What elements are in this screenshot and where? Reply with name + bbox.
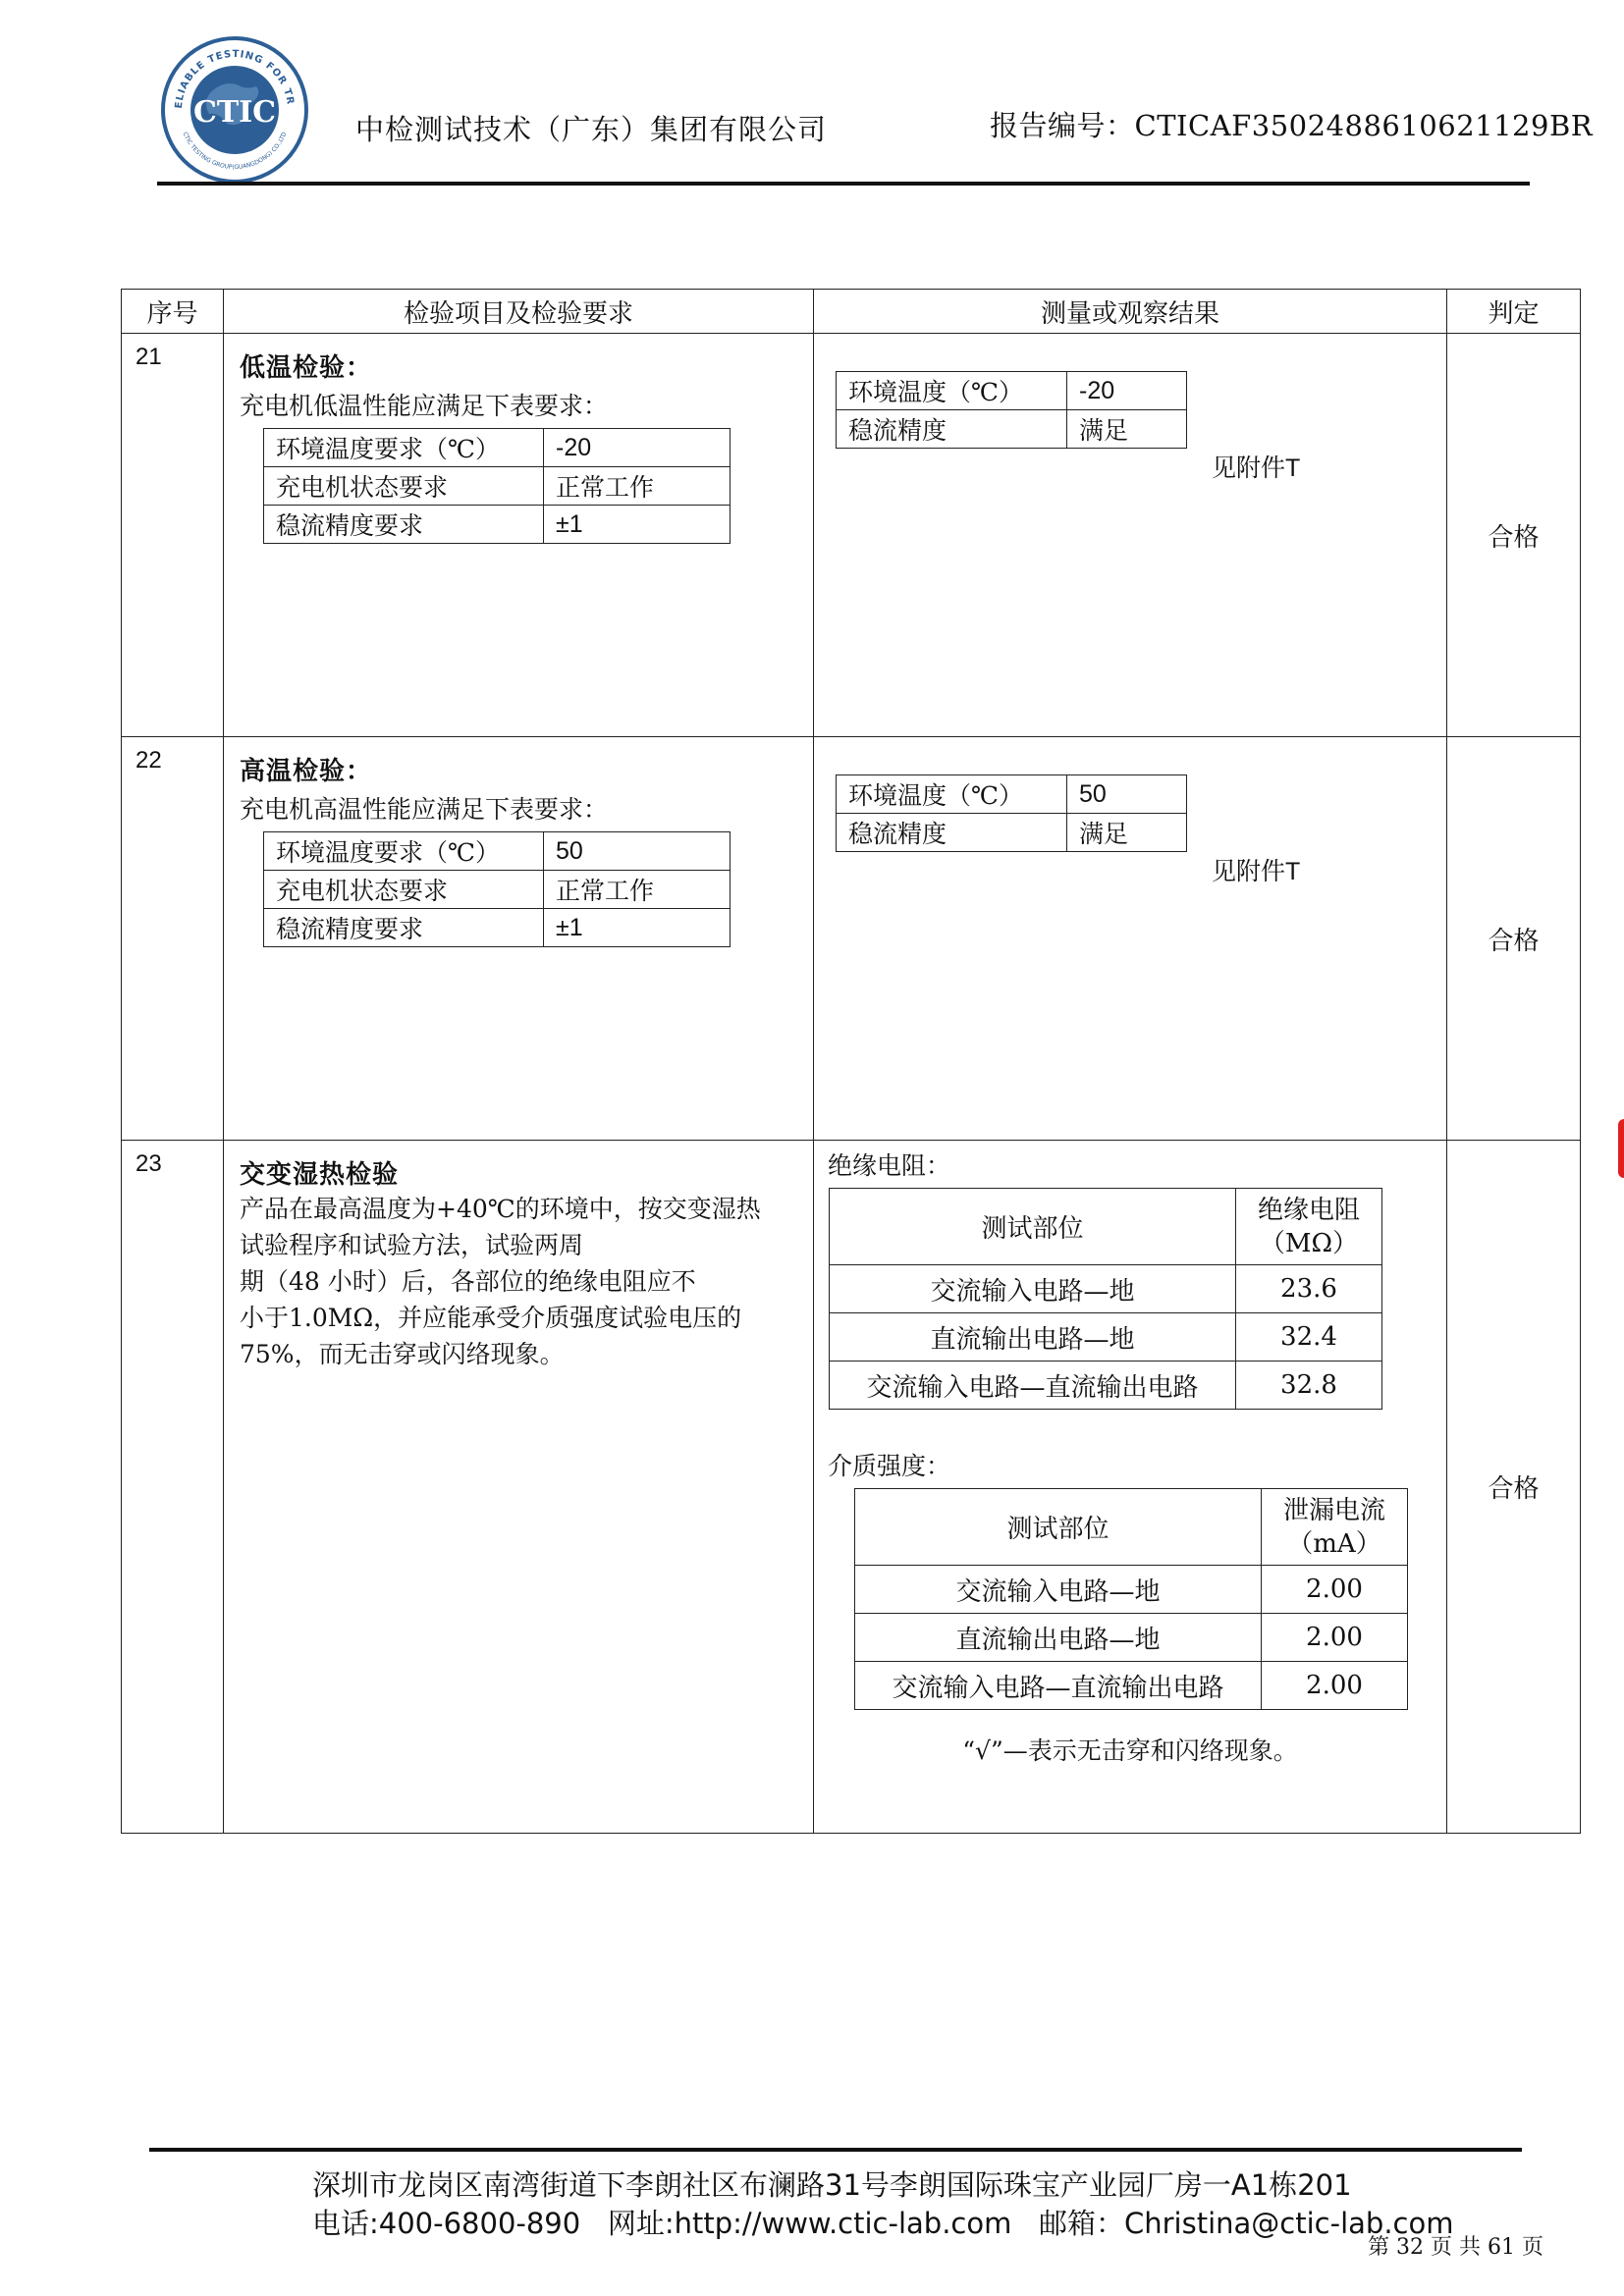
table-cell: 32.8 (1236, 1362, 1382, 1410)
header-no: 序号 (122, 290, 224, 334)
table-row (837, 410, 1187, 449)
item-desc: 充电机低温性能应满足下表要求： (240, 392, 609, 420)
table-row (837, 372, 1187, 410)
table-row (264, 467, 731, 506)
table-cell: 50 (544, 832, 731, 871)
table-cell: 稳流精度 (837, 410, 1067, 449)
logo-ring-text: ELIABLE TESTING FOR TR (173, 48, 296, 110)
table-cell: 充电机状态要求 (264, 467, 544, 506)
table-cell: 稳流精度要求 (264, 506, 544, 544)
ctic-logo (160, 35, 309, 185)
result-table (836, 371, 1187, 449)
table-cell: 交流输入电路—直流输出电路 (855, 1662, 1262, 1710)
footer-rule (149, 2148, 1522, 2152)
table-row (830, 1265, 1382, 1313)
insulation-table (829, 1188, 1382, 1410)
desc-line: 小于1.0MΩ，并应能承受介质强度试验电压的 (240, 1304, 742, 1332)
table-cell: 稳流精度 (837, 814, 1067, 852)
table-row (264, 429, 731, 467)
item-title: 高温检验： (240, 757, 373, 786)
table-row (264, 871, 731, 909)
inspection-table (121, 289, 1581, 1834)
table-row (264, 832, 731, 871)
table-row (122, 1141, 1581, 1834)
header-line: 绝缘电阻 (1257, 1195, 1360, 1225)
dielectric-label: 介质强度： (828, 1452, 951, 1480)
desc-line: 试验程序和试验方法，试验两周 (240, 1231, 584, 1259)
table-cell: 2.00 (1262, 1662, 1408, 1710)
table-cell: 50 (1067, 775, 1187, 814)
table-cell: 交流输入电路—直流输出电路 (830, 1362, 1236, 1410)
table-cell: 环境温度要求（℃） (264, 832, 544, 871)
report-number: 报告编号：CTICAF3502488610621129BR (990, 109, 1594, 142)
table-row (837, 814, 1187, 852)
table-header-row (122, 290, 1581, 334)
table-cell: ±1 (544, 506, 731, 544)
logo-ring-text-bottom: CTIC TESTING GROUP(GUANGDONG) CO.,LTD (181, 131, 289, 172)
table-cell: -20 (1067, 372, 1187, 410)
requirement-table (263, 831, 731, 947)
table-cell: 直流输出电路—地 (855, 1614, 1262, 1662)
result-cell (814, 334, 1447, 737)
verdict: 合格 (1447, 737, 1581, 1141)
table-cell (1236, 1189, 1382, 1265)
item-title: 低温检验： (240, 353, 373, 383)
table-row (264, 909, 731, 947)
logo-text: CTIC (192, 95, 277, 130)
table-cell: 直流输出电路—地 (830, 1313, 1236, 1362)
desc-line: 期（48 小时）后，各部位的绝缘电阻应不 (240, 1267, 696, 1296)
table-cell: 交流输入电路—地 (855, 1566, 1262, 1614)
table-cell: 测试部位 (830, 1189, 1236, 1265)
item-cell (224, 1141, 814, 1834)
attachment-ref: 见附件T (1212, 858, 1301, 885)
header-line: （MΩ） (1259, 1228, 1359, 1258)
table-cell: 充电机状态要求 (264, 871, 544, 909)
item-desc (240, 1191, 813, 1372)
page-number: 第 32 页 共 61 页 (1368, 2235, 1543, 2260)
verdict: 合格 (1447, 1141, 1581, 1834)
row-number: 21 (122, 334, 224, 737)
result-table (836, 774, 1187, 852)
result-cell (814, 1141, 1447, 1834)
table-row (264, 506, 731, 544)
table-cell: 测试部位 (855, 1489, 1262, 1566)
table-cell: 环境温度（℃） (837, 775, 1067, 814)
table-row (830, 1362, 1382, 1410)
item-desc: 充电机高温性能应满足下表要求： (240, 795, 609, 824)
header-rule (157, 182, 1530, 186)
result-cell (814, 737, 1447, 1141)
table-cell: 满足 (1067, 410, 1187, 449)
header-verdict: 判定 (1447, 290, 1581, 334)
table-row (855, 1566, 1408, 1614)
table-cell: 环境温度要求（℃） (264, 429, 544, 467)
header-line: 泄漏电流 (1282, 1495, 1385, 1525)
header-result: 测量或观察结果 (814, 290, 1447, 334)
table-cell: 环境温度（℃） (837, 372, 1067, 410)
table-cell: 2.00 (1262, 1614, 1408, 1662)
note-text: “√”—表示无击穿和闪络现象。 (962, 1736, 1298, 1765)
table-cell: 2.00 (1262, 1566, 1408, 1614)
table-row (855, 1662, 1408, 1710)
footer-address: 深圳市龙岗区南湾街道下李朗社区布澜路31号李朗国际珠宝产业园厂房一A1栋201 (312, 2168, 1352, 2202)
table-row (122, 334, 1581, 737)
table-cell: 正常工作 (544, 871, 731, 909)
table-cell: 满足 (1067, 814, 1187, 852)
table-cell: -20 (544, 429, 731, 467)
header-item: 检验项目及检验要求 (224, 290, 814, 334)
attachment-ref: 见附件T (1212, 454, 1301, 482)
table-cell: 32.4 (1236, 1313, 1382, 1362)
requirement-table (263, 428, 731, 544)
table-cell: ±1 (544, 909, 731, 947)
header-line: （mA） (1287, 1528, 1381, 1559)
dielectric-table (854, 1488, 1408, 1710)
row-number: 23 (122, 1141, 224, 1834)
item-cell (224, 737, 814, 1141)
table-cell: 交流输入电路—地 (830, 1265, 1236, 1313)
table-row (830, 1313, 1382, 1362)
item-cell (224, 334, 814, 737)
desc-line: 产品在最高温度为+40℃的环境中，按交变湿热 (240, 1195, 761, 1223)
table-row (837, 775, 1187, 814)
verdict: 合格 (1447, 334, 1581, 737)
footer-contact: 电话:400-6800-890 网址:http://www.ctic-lab.com 邮箱：Christina@ctic-lab.com (312, 2207, 1454, 2240)
insulation-label: 绝缘电阻： (828, 1151, 951, 1180)
row-number: 22 (122, 737, 224, 1141)
table-row (830, 1189, 1382, 1265)
table-cell: 稳流精度要求 (264, 909, 544, 947)
table-row (855, 1489, 1408, 1566)
desc-line: 75%，而无击穿或闪络现象。 (240, 1340, 565, 1368)
table-cell: 23.6 (1236, 1265, 1382, 1313)
table-row (122, 737, 1581, 1141)
company-name: 中检测试技术（广东）集团有限公司 (355, 113, 828, 146)
edge-mark (1618, 1119, 1624, 1178)
table-cell: 正常工作 (544, 467, 731, 506)
item-title: 交变湿热检验 (240, 1160, 400, 1190)
table-cell (1262, 1489, 1408, 1566)
table-row (855, 1614, 1408, 1662)
